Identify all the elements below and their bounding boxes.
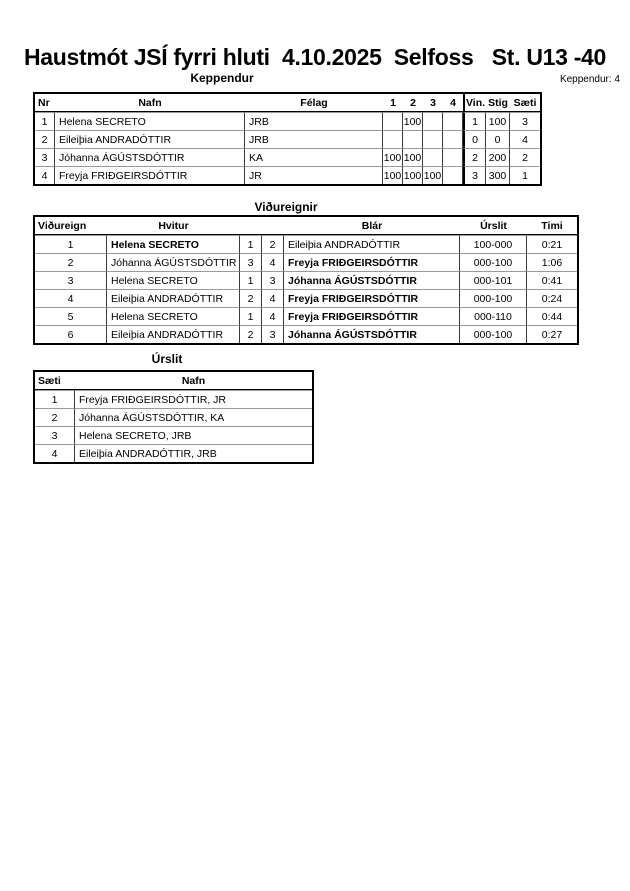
cell-round-3 <box>423 112 443 130</box>
col-header-vidureign: Viðureign <box>35 217 107 235</box>
keppendur-row <box>35 166 540 184</box>
col-header-round-2: 2 <box>403 94 423 112</box>
cell-stig: 100 <box>486 112 510 130</box>
col-header-nafn: Nafn <box>55 94 245 112</box>
cell-round-3: 100 <box>423 166 443 184</box>
cell-nr: 2 <box>35 130 55 148</box>
col-header-timi: Timi <box>527 217 577 235</box>
standing-row <box>35 390 312 408</box>
cell-hvitur-name: Jóhanna ÁGÚSTSDÓTTIR <box>107 253 240 271</box>
cell-blar-name: Eileiþia ANDRADÓTTIR <box>284 235 460 253</box>
cell-match-nr: 2 <box>35 253 107 271</box>
cell-saeti: 2 <box>35 408 75 426</box>
cell-match-nr: 6 <box>35 325 107 343</box>
cell-felag: KA <box>245 148 383 166</box>
cell-nafn: Eileiþia ANDRADÓTTIR, JRB <box>75 444 312 462</box>
cell-nafn: Freyja FRIÐGEIRSDÓTTIR <box>55 166 245 184</box>
cell-round-1 <box>383 112 403 130</box>
cell-vin: 0 <box>463 130 486 148</box>
cell-timi: 1:06 <box>527 253 577 271</box>
cell-round-1: 100 <box>383 148 403 166</box>
cell-urslit: 000-100 <box>460 289 527 307</box>
cell-blar-nr: 3 <box>262 325 284 343</box>
cell-nafn: Eileiþia ANDRADÓTTIR <box>55 130 245 148</box>
cell-round-1 <box>383 130 403 148</box>
match-row <box>35 325 577 343</box>
cell-timi: 0:44 <box>527 307 577 325</box>
cell-timi: 0:41 <box>527 271 577 289</box>
match-row <box>35 271 577 289</box>
cell-hvitur-nr: 1 <box>240 235 262 253</box>
match-row <box>35 253 577 271</box>
cell-round-2: 100 <box>403 166 423 184</box>
col-header-urslit: Úrslit <box>460 217 527 235</box>
cell-round-2: 100 <box>403 148 423 166</box>
cell-round-4 <box>443 148 463 166</box>
cell-urslit: 000-101 <box>460 271 527 289</box>
cell-match-nr: 4 <box>35 289 107 307</box>
cell-stig: 200 <box>486 148 510 166</box>
cell-felag: JR <box>245 166 383 184</box>
cell-urslit: 000-100 <box>460 253 527 271</box>
keppendur-section-label: Keppendur <box>190 71 254 85</box>
vidureignir-table <box>33 215 579 345</box>
cell-blar-name: Jóhanna ÁGÚSTSDÓTTIR <box>284 271 460 289</box>
cell-hvitur-nr: 3 <box>240 253 262 271</box>
cell-round-2: 100 <box>403 112 423 130</box>
cell-saeti: 3 <box>510 112 540 130</box>
cell-saeti: 3 <box>35 426 75 444</box>
col-header-vin: Vin. <box>463 94 486 112</box>
urslit-header-row <box>35 372 312 390</box>
cell-match-nr: 5 <box>35 307 107 325</box>
cell-match-nr: 1 <box>35 235 107 253</box>
cell-blar-name: Freyja FRIÐGEIRSDÓTTIR <box>284 307 460 325</box>
cell-vin: 3 <box>463 166 486 184</box>
urslit-section-label: Úrslit <box>151 352 183 366</box>
cell-round-4 <box>443 112 463 130</box>
keppendur-table <box>33 92 542 186</box>
match-row <box>35 235 577 253</box>
cell-nr: 3 <box>35 148 55 166</box>
cell-timi: 0:27 <box>527 325 577 343</box>
cell-hvitur-name: Eileiþia ANDRADÓTTIR <box>107 289 240 307</box>
cell-blar-name: Jóhanna ÁGÚSTSDÓTTIR <box>284 325 460 343</box>
cell-blar-name: Freyja FRIÐGEIRSDÓTTIR <box>284 289 460 307</box>
vidureignir-section-label: Viðureignir <box>254 200 318 214</box>
cell-timi: 0:24 <box>527 289 577 307</box>
keppendur-row <box>35 130 540 148</box>
header-spacer <box>262 217 284 235</box>
col-header-saeti: Sæti <box>510 94 540 112</box>
cell-round-3 <box>423 130 443 148</box>
cell-blar-name: Freyja FRIÐGEIRSDÓTTIR <box>284 253 460 271</box>
match-row <box>35 307 577 325</box>
header-spacer <box>240 217 262 235</box>
cell-urslit: 100-000 <box>460 235 527 253</box>
vidureignir-header-row <box>35 217 577 235</box>
col-header-hvitur: Hvitur <box>107 217 240 235</box>
cell-saeti: 2 <box>510 148 540 166</box>
cell-hvitur-nr: 1 <box>240 307 262 325</box>
cell-hvitur-name: Helena SECRETO <box>107 307 240 325</box>
cell-match-nr: 3 <box>35 271 107 289</box>
cell-blar-nr: 4 <box>262 307 284 325</box>
cell-blar-nr: 2 <box>262 235 284 253</box>
cell-vin: 1 <box>463 112 486 130</box>
cell-blar-nr: 4 <box>262 289 284 307</box>
cell-round-4 <box>443 130 463 148</box>
page-title: Haustmót JSÍ fyrri hluti 4.10.2025 Selfoss St. U13 -40 <box>23 44 607 70</box>
standing-row <box>35 444 312 462</box>
cell-felag: JRB <box>245 112 383 130</box>
participant-count: Keppendur: 4 <box>559 74 620 85</box>
cell-hvitur-name: Helena SECRETO <box>107 235 240 253</box>
cell-nr: 4 <box>35 166 55 184</box>
cell-nafn: Helena SECRETO, JRB <box>75 426 312 444</box>
cell-round-2 <box>403 130 423 148</box>
col-header-round-3: 3 <box>423 94 443 112</box>
cell-urslit: 000-110 <box>460 307 527 325</box>
urslit-table <box>33 370 314 464</box>
cell-nafn: Jóhanna ÁGÚSTSDÓTTIR <box>55 148 245 166</box>
col-header-stig: Stig <box>486 94 510 112</box>
cell-saeti: 4 <box>510 130 540 148</box>
col-header-saeti: Sæti <box>35 372 75 390</box>
keppendur-row <box>35 148 540 166</box>
cell-vin: 2 <box>463 148 486 166</box>
col-header-round-1: 1 <box>383 94 403 112</box>
cell-urslit: 000-100 <box>460 325 527 343</box>
cell-blar-nr: 4 <box>262 253 284 271</box>
standing-row <box>35 426 312 444</box>
cell-blar-nr: 3 <box>262 271 284 289</box>
col-header-nr: Nr <box>35 94 55 112</box>
cell-hvitur-name: Helena SECRETO <box>107 271 240 289</box>
cell-felag: JRB <box>245 130 383 148</box>
keppendur-header-row <box>35 94 540 112</box>
standing-row <box>35 408 312 426</box>
cell-saeti: 1 <box>510 166 540 184</box>
cell-nafn: Jóhanna ÁGÚSTSDÓTTIR, KA <box>75 408 312 426</box>
cell-timi: 0:21 <box>527 235 577 253</box>
col-header-blar: Blár <box>284 217 460 235</box>
cell-hvitur-name: Eileiþia ANDRADÓTTIR <box>107 325 240 343</box>
cell-hvitur-nr: 2 <box>240 289 262 307</box>
cell-saeti: 1 <box>35 390 75 408</box>
keppendur-row <box>35 112 540 130</box>
col-header-felag: Félag <box>245 94 383 112</box>
match-row <box>35 289 577 307</box>
cell-hvitur-nr: 1 <box>240 271 262 289</box>
cell-stig: 0 <box>486 130 510 148</box>
cell-nafn: Freyja FRIÐGEIRSDÓTTIR, JR <box>75 390 312 408</box>
cell-nafn: Helena SECRETO <box>55 112 245 130</box>
cell-round-4 <box>443 166 463 184</box>
cell-saeti: 4 <box>35 444 75 462</box>
cell-round-3 <box>423 148 443 166</box>
col-header-round-4: 4 <box>443 94 463 112</box>
col-header-nafn: Nafn <box>75 372 312 390</box>
cell-round-1: 100 <box>383 166 403 184</box>
cell-stig: 300 <box>486 166 510 184</box>
cell-nr: 1 <box>35 112 55 130</box>
cell-hvitur-nr: 2 <box>240 325 262 343</box>
